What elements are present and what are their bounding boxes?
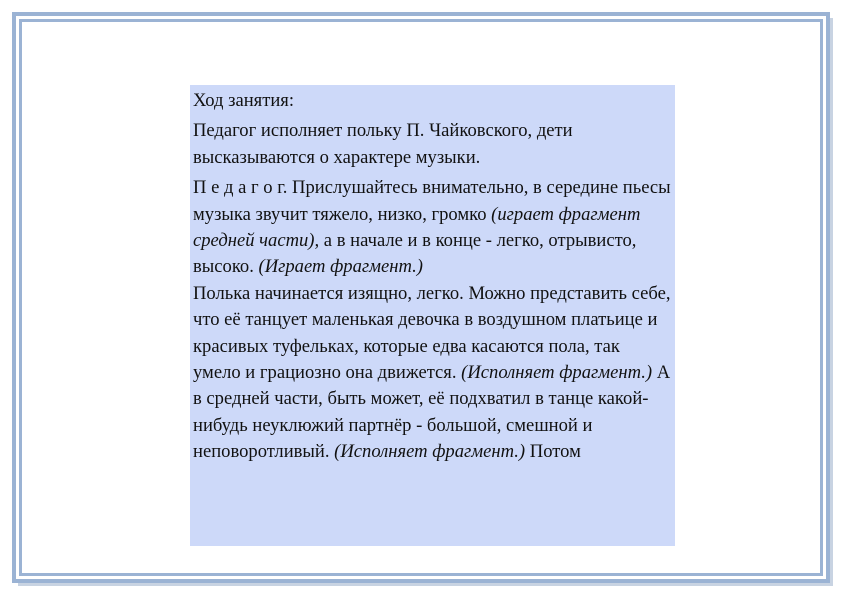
paragraph-description [193, 281, 671, 466]
paragraph-intro: Педагог исполняет польку П. Чайковского, дети высказываются о характере музыки. [193, 120, 573, 168]
stage-direction-2: (Играет фрагмент.) [258, 256, 423, 278]
speaker-label: П е д а г о г. [193, 177, 288, 199]
description-text-2: А в средней части, быть может, её подхватил в танце какой-нибудь неуклюжий партнёр - большой, смешной и неповоротливый. [193, 362, 671, 463]
lesson-heading: Ход занятия: [193, 90, 295, 111]
description-text-3: Потом [525, 441, 581, 463]
stage-direction-4: (Исполняет фрагмент.) [334, 441, 526, 463]
teacher-text-2: а в начале и в конце - легко, отрывисто, высоко. [193, 230, 637, 278]
paragraph-teacher [193, 175, 671, 281]
frame-shadow-right [830, 18, 833, 586]
frame-shadow-bottom [18, 583, 833, 586]
stage-direction-3: (Исполняет фрагмент.) [461, 362, 653, 384]
lesson-text-box [190, 85, 675, 546]
stage-direction-1: (играет фрагмент средней части), [193, 203, 641, 252]
teacher-text-1: Прислушайтесь внимательно, в середине пьесы музыка звучит тяжело, низко, громко [193, 177, 671, 225]
description-text-1: Полька начинается изящно, легко. Можно представить себе, что её танцует маленькая девочка в воздушном платьице и красивых туфельках, которые едва касаются пола, так умело и грациозно она движется. [193, 282, 671, 384]
